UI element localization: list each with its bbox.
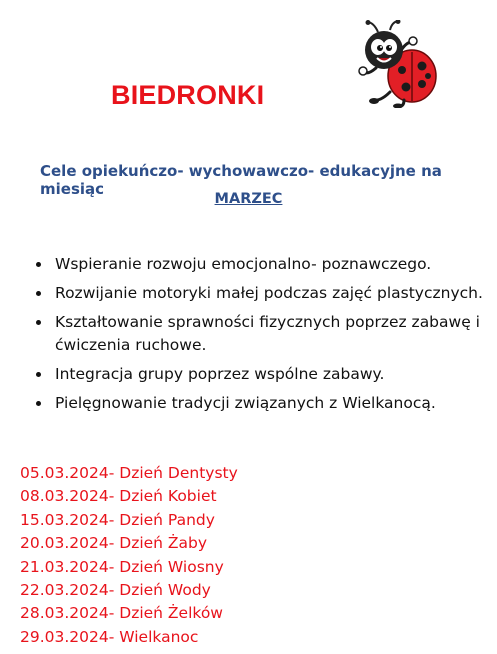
- bullet-icon: [36, 320, 41, 325]
- event-item: 22.03.2024- Dzień Wody: [20, 581, 211, 600]
- goal-text: Kształtowanie sprawności fizycznych poprzez zabawę i ćwiczenia ruchowe.: [55, 313, 480, 354]
- list-item: [36, 363, 486, 386]
- month-heading: MARZEC: [214, 191, 283, 207]
- ladybug-icon: [356, 20, 440, 108]
- event-item: 21.03.2024- Dzień Wiosny: [20, 557, 224, 576]
- event-item: 05.03.2024- Dzień Dentysty: [20, 464, 238, 482]
- goal-text: Integracja grupy poprzez wspólne zabawy.: [55, 365, 385, 383]
- goal-text: Pielęgnowanie tradycji związanych z Wielkanocą.: [55, 394, 436, 412]
- event-item: 28.03.2024- Dzień Żelków: [20, 604, 223, 623]
- goals-list: [36, 253, 486, 421]
- list-item: [36, 253, 486, 276]
- page-title: BIEDRONKI: [111, 80, 265, 110]
- event-item: 15.03.2024- Dzień Pandy: [20, 510, 215, 529]
- list-item: [36, 282, 486, 305]
- bullet-icon: [36, 401, 41, 406]
- event-item: 08.03.2024- Dzień Kobiet: [20, 487, 217, 506]
- bullet-icon: [36, 262, 41, 267]
- bullet-icon: [36, 372, 41, 377]
- bullet-icon: [36, 291, 41, 296]
- goal-text: Wspieranie rozwoju emocjonalno- poznawczego.: [55, 255, 432, 273]
- events-list: [20, 462, 238, 649]
- list-item: [36, 311, 486, 357]
- list-item: [36, 392, 486, 415]
- section-subtitle: Cele opiekuńczo- wychowawczo- edukacyjne na miesiąc: [40, 162, 442, 198]
- event-item: 20.03.2024- Dzień Żaby: [20, 534, 208, 553]
- goal-text: Rozwijanie motoryki małej podczas zajęć plastycznych.: [55, 284, 483, 302]
- event-item: 29.03.2024- Wielkanoc: [20, 627, 199, 646]
